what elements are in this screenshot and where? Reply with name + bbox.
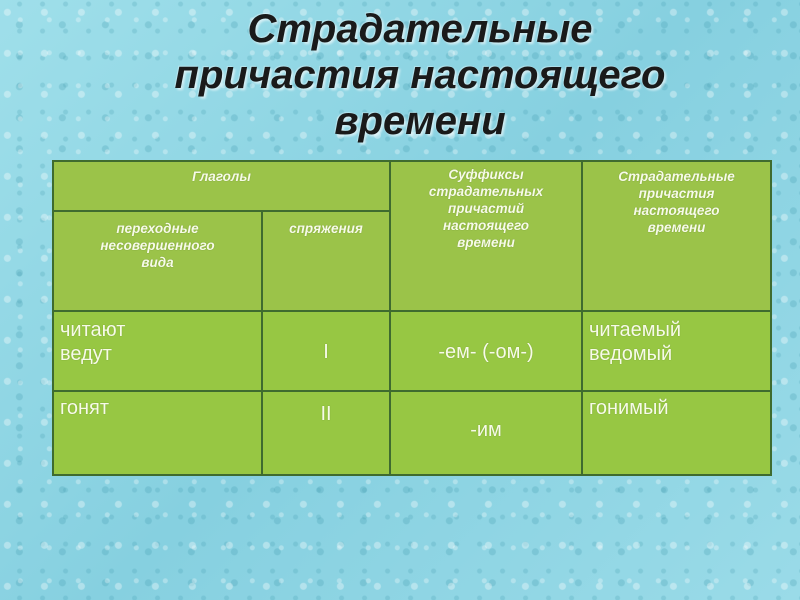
row2-suffix: -им [470, 419, 502, 441]
header-verbs: Глаголы [192, 169, 251, 184]
header-conjugation: спряжения [289, 221, 363, 236]
row2-verbs-cell [53, 391, 262, 475]
row1-participle: читаемый ведомый [589, 319, 682, 365]
row1-verbs: читают ведут [60, 319, 126, 365]
row2-conjugation-cell [262, 391, 390, 475]
table-row [53, 391, 771, 475]
header-suffixes-cell [390, 161, 582, 311]
table-header-row [53, 161, 771, 211]
header-participles-cell [582, 161, 771, 311]
row1-conjugation: I [323, 341, 329, 363]
header-transitive: переходные несовершенного вида [100, 221, 215, 270]
row1-suffix: -ем- (-ом-) [438, 341, 534, 363]
header-suffixes: Суффиксы страдательных причастий настоящего времени [428, 167, 544, 250]
row2-participle: гонимый [589, 397, 669, 419]
row2-participle-cell [582, 391, 771, 475]
header-transitive-cell [53, 211, 262, 311]
participles-table [52, 160, 772, 476]
header-verbs-cell [53, 161, 390, 211]
header-participles: Страдательные причастия настоящего времени [618, 169, 735, 235]
table-row [53, 311, 771, 391]
title-line-1: Страдательные [247, 7, 593, 51]
row1-conjugation-cell [262, 311, 390, 391]
row1-participle-cell [582, 311, 771, 391]
slide-title [0, 6, 800, 144]
row1-verbs-cell [53, 311, 262, 391]
row2-verbs: гонят [60, 397, 110, 419]
header-conjugation-cell [262, 211, 390, 311]
row2-suffix-cell [390, 391, 582, 475]
row2-conjugation: II [320, 403, 332, 425]
row1-suffix-cell [390, 311, 582, 391]
title-line-3: времени [334, 99, 506, 143]
title-line-2: причастия настоящего [174, 53, 666, 97]
